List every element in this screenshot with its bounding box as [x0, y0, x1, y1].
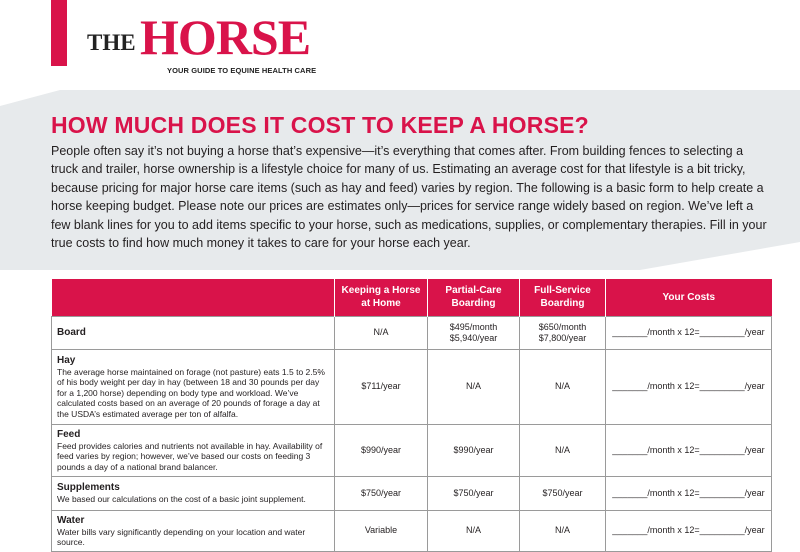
item-description: Feed provides calories and nutrients not available in hay. Availability of feed varies by region; however, we’ve based our costs on feeding 3 pounds a day of a national brand balancer.	[57, 440, 323, 472]
table-header-row	[52, 279, 772, 316]
table-row	[52, 476, 772, 510]
partial-cost-value: $495/month $5,940/year	[449, 321, 498, 343]
partial-cost	[428, 316, 520, 349]
item-cell	[52, 510, 335, 551]
full-cost	[520, 316, 606, 349]
home-cost: $990/year	[335, 424, 428, 476]
item-cell	[52, 424, 335, 476]
header-item	[52, 279, 335, 316]
cost-table	[51, 279, 772, 552]
header-home: Keeping a Horse at Home	[335, 279, 428, 316]
home-cost: Variable	[335, 510, 428, 551]
item-name: Hay	[57, 354, 76, 366]
item-name: Supplements	[57, 482, 120, 494]
full-cost-value: $650/month $7,800/year	[538, 321, 587, 343]
header-your-costs: Your Costs	[606, 279, 772, 316]
item-description: Water bills vary significantly depending on your location and water source.	[57, 526, 306, 547]
full-cost: N/A	[520, 424, 606, 476]
header-partial: Partial-Care Boarding	[428, 279, 520, 316]
item-description: We based our calculations on the cost of a basic joint supplement.	[57, 494, 306, 505]
home-cost: N/A	[335, 316, 428, 349]
magazine-logo	[87, 10, 310, 64]
logo-horse: HORSE	[140, 9, 311, 65]
full-cost: $750/year	[520, 476, 606, 510]
your-costs-field[interactable]: _______/month x 12=_________/year	[606, 476, 772, 510]
logo-tagline: YOUR GUIDE TO EQUINE HEALTH CARE	[167, 66, 317, 75]
intro-paragraph: People often say it’s not buying a horse that’s expensive—it’s everything that comes after. From building fences to selecting a truck and trailer, horse ownership is a lifestyle choice for many of us. Estimating an average cost for that lifestyle is a bit tricky, because pricing for major horse care items (such as hay and feed) varies by region. The following is a basic form to help create a horse keeping budget. Please note our prices are estimates only—prices for service range widely based on region. We’ve left a few blank lines for you to add items specific to your horse, such as medications, supplies, or complementary therapies. Fill in your true costs to find how much money it takes to care for your horse each year.	[51, 144, 767, 251]
partial-cost: $990/year	[428, 424, 520, 476]
your-costs-field[interactable]: _______/month x 12=_________/year	[606, 316, 772, 349]
logo-accent-bar	[51, 0, 67, 66]
item-name: Water	[57, 514, 85, 526]
home-cost: $711/year	[335, 349, 428, 424]
intro-panel	[0, 90, 800, 270]
table-row	[52, 349, 772, 424]
your-costs-field[interactable]: _______/month x 12=_________/year	[606, 349, 772, 424]
your-costs-field[interactable]: _______/month x 12=_________/year	[606, 510, 772, 551]
panel-corner-cut	[0, 90, 60, 106]
item-cell	[52, 316, 335, 349]
full-cost: N/A	[520, 349, 606, 424]
partial-cost: $750/year	[428, 476, 520, 510]
item-description: The average horse maintained on forage (not pasture) eats 1.5 to 2.5% of his body weight per day in hay (between 18 and 30 pounds per day for a 1,200 horse) depending on body type and workload. We’ve calculated costs based on an average of 20 pounds of forage a day at the USDA’s estimated average per ton of alfalfa.	[57, 366, 325, 419]
item-cell	[52, 476, 335, 510]
item-name: Board	[57, 327, 86, 338]
partial-cost: N/A	[428, 349, 520, 424]
table-row	[52, 424, 772, 476]
page-title: HOW MUCH DOES IT COST TO KEEP A HORSE?	[51, 112, 589, 138]
partial-cost: N/A	[428, 510, 520, 551]
logo-the: THE	[87, 30, 136, 55]
table-row	[52, 510, 772, 551]
header-full: Full-Service Boarding	[520, 279, 606, 316]
item-cell	[52, 349, 335, 424]
table-row	[52, 316, 772, 349]
full-cost: N/A	[520, 510, 606, 551]
item-name: Feed	[57, 428, 81, 440]
home-cost: $750/year	[335, 476, 428, 510]
your-costs-field[interactable]: _______/month x 12=_________/year	[606, 424, 772, 476]
